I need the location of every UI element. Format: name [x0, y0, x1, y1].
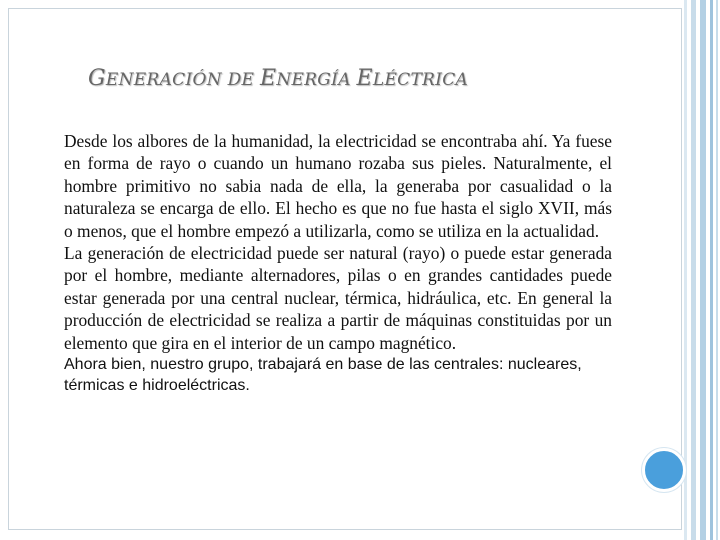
decorative-circle [642, 448, 686, 492]
paragraph-generation: La generación de electricidad puede ser natural (rayo) o puede estar generada por el hombre, mediante alternadores, pilas o en grandes cantidades puede estar generada por una central nuclear, térmica, hidráulica, etc. En general la producción de electricidad se realiza a partir de máquinas constituidas por un elemento que gira en el interior de un campo magnético. [64, 243, 612, 353]
paragraph-history: Desde los albores de la humanidad, la electricidad se encontraba ahí. Ya fuese en forma de rayo o cuando un humano rozaba sus pieles. Naturalmente, el hombre primitivo no sabia nada de ella, la generaba por casualidad o la naturaleza se encarga de ello. El hecho es que no fue hasta el siglo XVII, más o menos, que el hombre empezó a utilizarla, como se utiliza en la actualidad. [64, 131, 612, 241]
slide-title [88, 66, 468, 91]
slide-body [64, 130, 612, 396]
title-part: LÉCTRICA [372, 70, 469, 90]
title-part: E [356, 66, 373, 91]
stripe [700, 0, 706, 540]
paragraph-group-focus: Ahora bien, nuestro grupo, trabajará en base de las centrales: nucleares, térmicas e hidroeléctricas. [64, 356, 582, 395]
stripe [710, 0, 713, 540]
title-part: E [259, 66, 277, 91]
stripe [716, 0, 718, 540]
stripe [691, 0, 696, 540]
stripe [684, 0, 687, 540]
title-part: NERGÍA [276, 70, 357, 90]
decorative-stripes [682, 0, 720, 540]
title-part: ENERACIÓN DE [105, 70, 260, 90]
title-part: G [88, 66, 106, 91]
